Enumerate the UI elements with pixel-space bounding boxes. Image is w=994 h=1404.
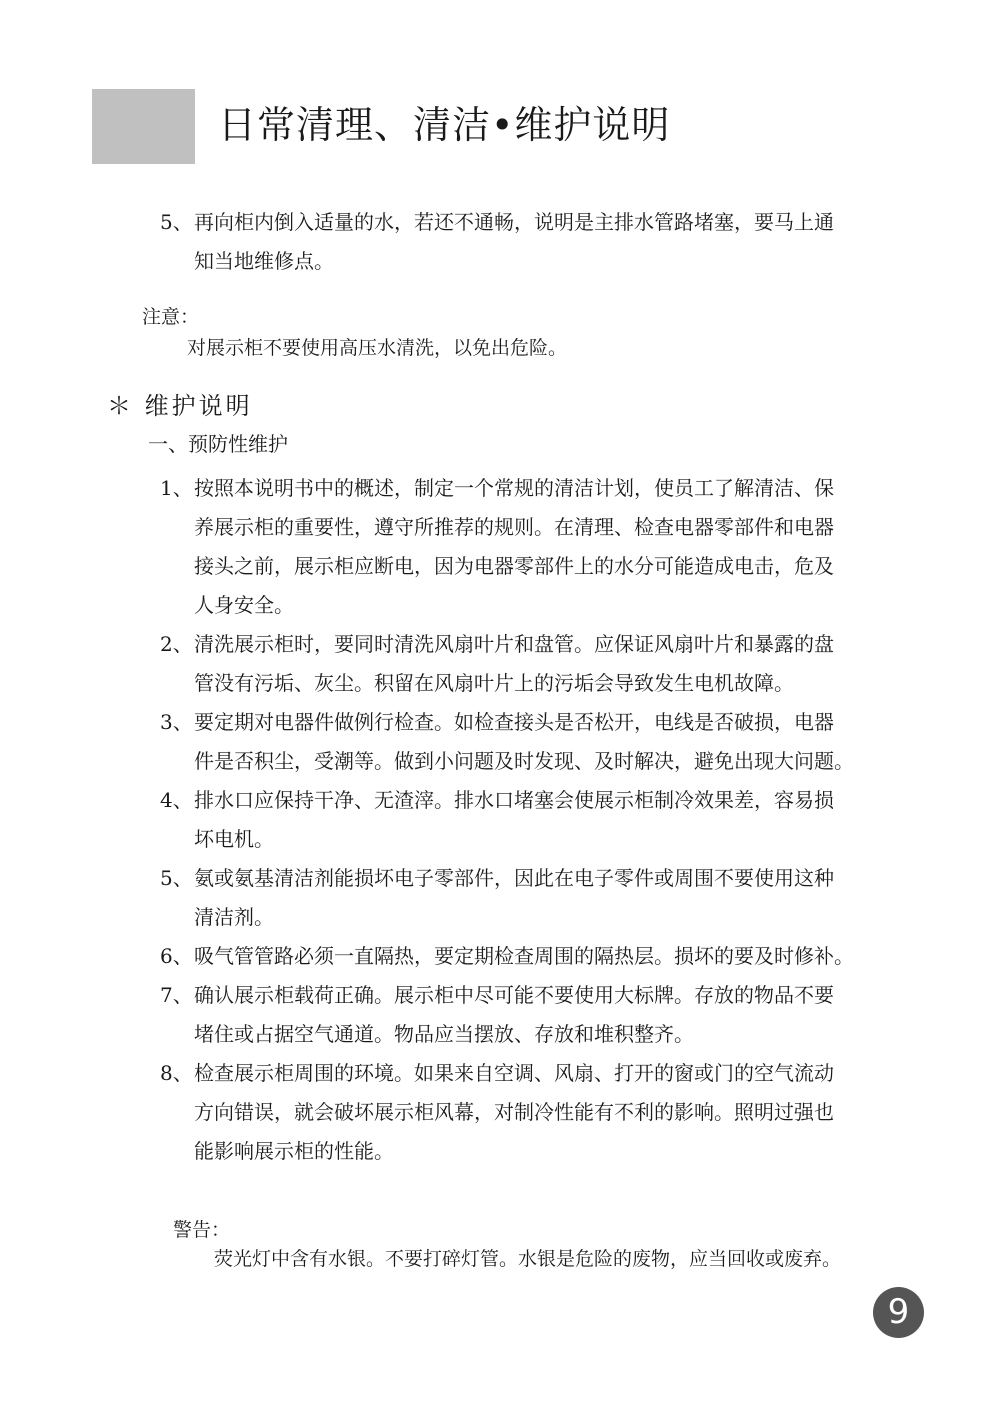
maintenance-item-7 [160, 976, 900, 1054]
item-number: 1、 [160, 476, 193, 500]
item-number: 5、 [160, 210, 193, 234]
item-line: 方向错误，就会破坏展示柜风幕，对制冷性能有不利的影响。照明过强也 [194, 1100, 834, 1124]
item-line: 清洁剂。 [194, 905, 274, 929]
item-line: 接头之前，展示柜应断电，因为电器零部件上的水分可能造成电击，危及 [194, 554, 834, 578]
item-line: 按照本说明书中的概述，制定一个常规的清洁计划，使员工了解清洁、保 [194, 476, 834, 500]
item-line: 养展示柜的重要性，遵守所推荐的规则。在清理、检查电器零部件和电器 [194, 515, 834, 539]
sub-heading: 一、预防性维护 [148, 432, 288, 456]
item-line: 坏电机。 [194, 827, 274, 851]
item-text [194, 203, 900, 281]
item-number: 5、 [160, 866, 193, 890]
page-title: 日常清理、清洁•维护说明 [218, 103, 671, 147]
cleaning-item-5 [160, 203, 900, 281]
note-text: 对展示柜不要使用高压水清洗，以免出危险。 [187, 337, 568, 359]
item-number: 2、 [160, 632, 193, 656]
item-number: 6、 [160, 944, 193, 968]
item-line: 清洗展示柜时，要同时清洗风扇叶片和盘管。应保证风扇叶片和暴露的盘 [194, 632, 834, 656]
note-label: 注意： [142, 306, 200, 328]
item-number: 4、 [160, 788, 193, 812]
item-line: 排水口应保持干净、无渣滓。排水口堵塞会使展示柜制冷效果差，容易损 [194, 788, 834, 812]
item-line: 要定期对电器件做例行检查。如检查接头是否松开，电线是否破损，电器 [194, 710, 834, 734]
item-number: 8、 [160, 1061, 193, 1085]
item-line: 管没有污垢、灰尘。积留在风扇叶片上的污垢会导致发生电机故障。 [194, 671, 794, 695]
section-heading: ＊ 维护说明 [107, 392, 253, 420]
page-number-badge: 9 [873, 1287, 924, 1338]
item-text [194, 1054, 900, 1171]
maintenance-item-4 [160, 781, 900, 859]
item-text [194, 976, 900, 1054]
warning-label: 警告： [173, 1219, 231, 1241]
maintenance-item-1 [160, 469, 900, 625]
item-line: 确认展示柜载荷正确。展示柜中尽可能不要使用大标牌。存放的物品不要 [194, 983, 834, 1007]
item-line: 堵住或占据空气通道。物品应当摆放、存放和堆积整齐。 [194, 1022, 694, 1046]
item-text [194, 937, 900, 976]
item-line: 知当地维修点。 [194, 249, 334, 273]
item-number: 3、 [160, 710, 193, 734]
item-text [194, 469, 900, 625]
item-line: 再向柜内倒入适量的水，若还不通畅，说明是主排水管路堵塞，要马上通 [194, 210, 834, 234]
maintenance-item-8 [160, 1054, 900, 1171]
item-text [194, 703, 900, 781]
item-text [194, 625, 900, 703]
maintenance-item-3 [160, 703, 900, 781]
item-line: 人身安全。 [194, 593, 294, 617]
item-line: 检查展示柜周围的环境。如果来自空调、风扇、打开的窗或门的空气流动 [194, 1061, 834, 1085]
item-line: 吸气管管路必须一直隔热，要定期检查周围的隔热层。损坏的要及时修补。 [194, 944, 854, 968]
maintenance-item-5 [160, 859, 900, 937]
item-line: 氨或氨基清洁剂能损坏电子零部件，因此在电子零件或周围不要使用这种 [194, 866, 834, 890]
warning-text: 荧光灯中含有水银。不要打碎灯管。水银是危险的废物，应当回收或废弃。 [214, 1248, 842, 1270]
title-decoration-block [92, 89, 195, 164]
item-text [194, 781, 900, 859]
maintenance-item-2 [160, 625, 900, 703]
maintenance-item-6 [160, 937, 900, 976]
item-line: 能影响展示柜的性能。 [194, 1139, 394, 1163]
item-text [194, 859, 900, 937]
item-number: 7、 [160, 983, 193, 1007]
item-line: 件是否积尘，受潮等。做到小问题及时发现、及时解决，避免出现大问题。 [194, 749, 854, 773]
